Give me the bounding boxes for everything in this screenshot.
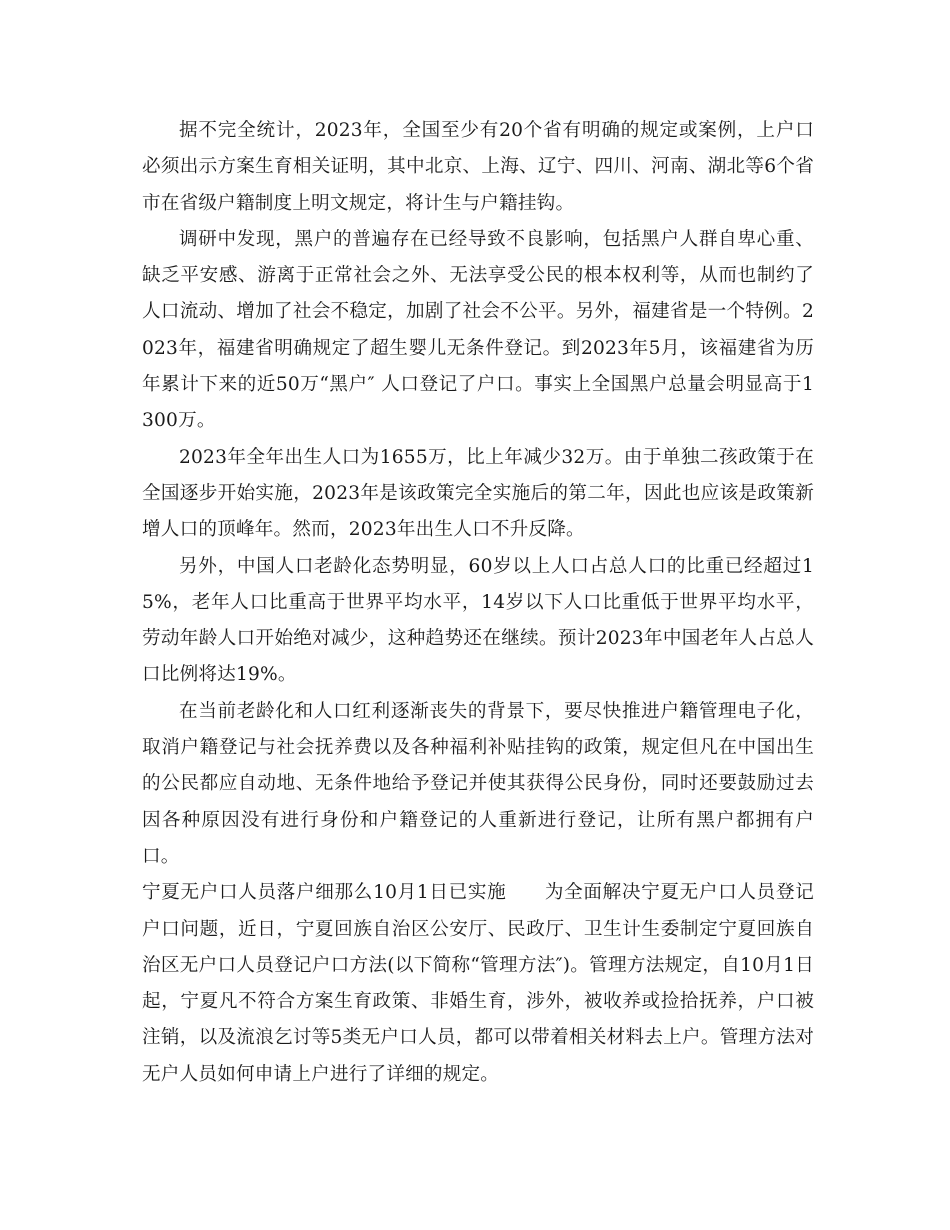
- paragraph-aging-population: 另外，中国人口老龄化态势明显，60岁以上人口占总人口的比重已经超过15%，老年人口比重高于世界平均水平，14岁以下人口比重低于世界平均水平，劳动年龄人口开始绝对减少，这种趋势还在继续。预计2023年中国老年人占总人口比例将达19%。: [142, 555, 814, 686]
- paragraph-birth-population: 2023年全年出生人口为1655万，比上年减少32万。由于单独二孩政策于在全国逐步开始实施，2023年是该政策完全实施后的第二年，因此也应该是政策新增人口的顶峰年。然而，2023年出生人口不升反降。: [142, 446, 814, 541]
- paragraph-policy-recommendation: 在当前老龄化和人口红利逐渐丧失的背景下，要尽快推进户籍管理电子化，取消户籍登记与社会抚养费以及各种福利补贴挂钩的政策，规定但凡在中国出生的公民都应自动地、无条件地给予登记并使其获得公民身份，同时还要鼓励过去因各种原因没有进行身份和户籍登记的人重新进行登记，让所有黑户都拥有户口。: [142, 700, 814, 867]
- paragraph-registration-statistics: 据不完全统计，2023年，全国至少有20个省有明确的规定或案例，上户口必须出示方案生育相关证明，其中北京、上海、辽宁、四川、河南、湖北等6个省市在省级户籍制度上明文规定，将计生与户籍挂钩。: [142, 120, 814, 214]
- paragraph-unregistered-impact: 调研中发现，黑户的普遍存在已经导致不良影响，包括黑户人群自卑心重、缺乏平安感、游离于正常社会之外、无法享受公民的根本权利等，从而也制约了人口流动、增加了社会不稳定，加剧了社会不公平。另外，福建省是一个特例。2023年，福建省明确规定了超生婴儿无条件登记。到2023年5月，该福建省为历年累计下来的近50万“黑户″ 人口登记了户口。事实上全国黑户总量会明显高于1300万。: [142, 228, 814, 432]
- paragraph-ningxia-regulation: 宁夏无户口人员落户细那么10月1日已实施 为全面解决宁夏无户口人员登记户口问题，近日，宁夏回族自治区公安厅、民政厅、卫生计生委制定宁夏回族自治区无户口人员登记户口方法(以下简称“管理方法″)。管理方法规定，自10月1日起，宁夏凡不符合方案生育政策、非婚生育，涉外，被收养或捡拾抚养，户口被注销，以及流浪乞讨等5类无户口人员，都可以带着相关材料去上户。管理方法对无户人员如何申请上户进行了详细的规定。: [142, 882, 814, 1085]
- document-body: [142, 113, 814, 1093]
